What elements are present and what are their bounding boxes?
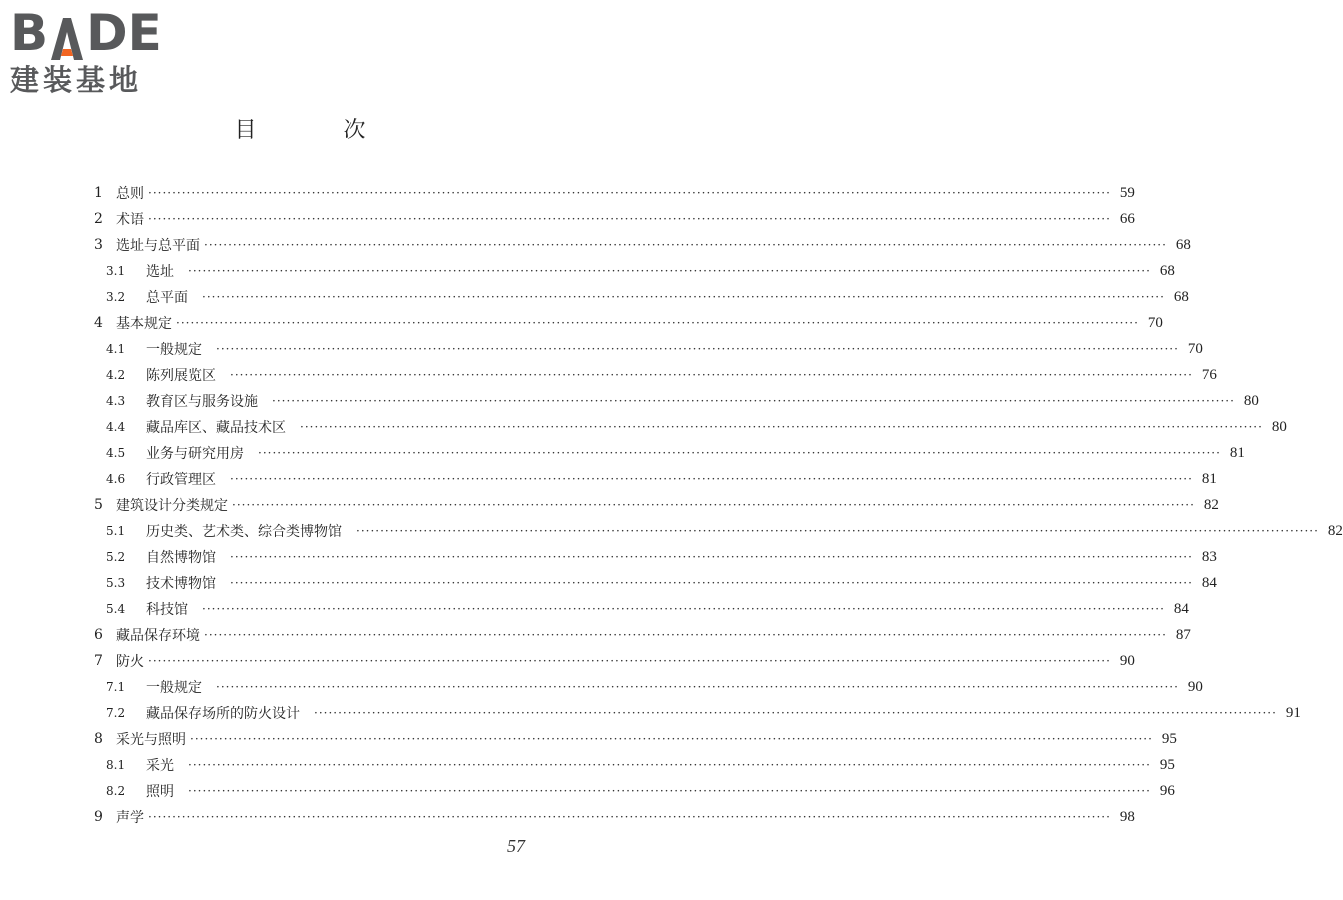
toc-entry-label: 防火 — [116, 654, 144, 670]
toc-dot-leader: ········································································································································································································ — [258, 446, 1221, 460]
toc-entry[interactable] — [88, 622, 1191, 648]
toc-dot-leader: ········································································································································································································ — [148, 810, 1111, 824]
toc-dot-leader: ········································································································································································································ — [204, 628, 1167, 642]
toc-dot-leader: ········································································································································································································ — [230, 472, 1193, 486]
toc-entry-page: 84 — [1201, 574, 1217, 591]
toc-entry-number: 7.2 — [106, 706, 126, 720]
toc-entry-label: 业务与研究用房 — [146, 446, 244, 462]
toc-entry-label: 科技馆 — [146, 602, 188, 618]
toc-entry-number: 8.2 — [106, 784, 126, 798]
toc-entry-page: 87 — [1175, 626, 1191, 643]
toc-entry[interactable] — [88, 336, 1203, 362]
toc-entry-number: 3 — [94, 237, 103, 253]
toc-entry[interactable] — [88, 206, 1135, 232]
toc-entry-label: 基本规定 — [116, 316, 172, 332]
toc-dot-leader: ········································································································································································································ — [272, 394, 1235, 408]
toc-entry[interactable] — [88, 752, 1175, 778]
toc-entry-label: 总平面 — [146, 290, 188, 306]
toc-entry-label: 采光 — [146, 758, 174, 774]
toc-entry-page: 95 — [1161, 730, 1177, 747]
toc-entry-label: 选址与总平面 — [116, 238, 200, 254]
toc-dot-leader: ········································································································································································································ — [188, 784, 1151, 798]
toc-dot-leader: ········································································································································································································ — [232, 498, 1195, 512]
toc-entry[interactable] — [88, 362, 1217, 388]
page-number: 57 — [507, 836, 525, 856]
toc-entry-page: 80 — [1243, 392, 1259, 409]
toc-entry-page: 96 — [1159, 782, 1175, 799]
toc-dot-leader: ········································································································································································································ — [230, 368, 1193, 382]
toc-entry-number: 5.1 — [106, 524, 126, 538]
toc-entry-page: 82 — [1203, 496, 1219, 513]
toc-entry[interactable] — [88, 232, 1191, 258]
toc-entry-page: 70 — [1147, 314, 1163, 331]
toc-entry-label: 行政管理区 — [146, 472, 216, 488]
toc-entry[interactable] — [88, 466, 1217, 492]
toc-dot-leader: ········································································································································································································ — [188, 264, 1151, 278]
toc-entry-number: 4.1 — [106, 342, 126, 356]
toc-dot-leader: ········································································································································································································ — [176, 316, 1139, 330]
toc-entry[interactable] — [88, 492, 1219, 518]
toc-dot-leader: ········································································································································································································ — [188, 758, 1151, 772]
toc-entry-label: 术语 — [116, 212, 144, 228]
toc-entry-label: 声学 — [116, 810, 144, 826]
toc-entry-number: 8.1 — [106, 758, 126, 772]
toc-entry[interactable] — [88, 596, 1189, 622]
toc-entry-page: 82 — [1327, 522, 1343, 539]
toc-dot-leader: ········································································································································································································ — [202, 602, 1165, 616]
logo-subtitle: 建装基地 — [10, 63, 143, 97]
toc-dot-leader: ········································································································································································································ — [216, 680, 1179, 694]
toc-entry[interactable] — [88, 388, 1259, 414]
toc-dot-leader: ········································································································································································································ — [300, 420, 1263, 434]
toc-entry-label: 陈列展览区 — [146, 368, 216, 384]
toc-entry-page: 81 — [1229, 444, 1245, 461]
toc-entry-label: 总则 — [116, 186, 144, 202]
toc-dot-leader: ········································································································································································································ — [314, 706, 1277, 720]
toc-entry-page: 91 — [1285, 704, 1301, 721]
toc-entry-number: 4.5 — [106, 446, 126, 460]
toc-entry-label: 教育区与服务设施 — [146, 394, 258, 410]
toc-entry[interactable] — [88, 648, 1135, 674]
toc-entry-page: 90 — [1187, 678, 1203, 695]
toc-entry-page: 95 — [1159, 756, 1175, 773]
toc-entry-number: 8 — [94, 731, 103, 747]
toc-entry[interactable] — [88, 518, 1343, 544]
toc-entry[interactable] — [88, 414, 1287, 440]
toc-entry[interactable] — [88, 570, 1217, 596]
toc-entry-page: 68 — [1175, 236, 1191, 253]
toc-dot-leader: ········································································································································································································ — [230, 576, 1193, 590]
toc-entry-number: 3.1 — [106, 264, 126, 278]
toc-entry-label: 采光与照明 — [116, 732, 186, 748]
toc-entry-label: 藏品保存环境 — [116, 628, 200, 644]
toc-entry[interactable] — [88, 284, 1189, 310]
toc-entry-number: 3.2 — [106, 290, 126, 304]
toc-entry-page: 84 — [1173, 600, 1189, 617]
toc-entry-number: 7.1 — [106, 680, 126, 694]
toc-dot-leader: ········································································································································································································ — [148, 212, 1111, 226]
toc-entry-label: 藏品保存场所的防火设计 — [146, 706, 300, 722]
toc-entry-label: 照明 — [146, 784, 174, 800]
logo-letter-b: B — [10, 4, 49, 62]
toc-entry[interactable] — [88, 544, 1217, 570]
toc-entry-number: 4.3 — [106, 394, 126, 408]
toc-entry-label: 建筑设计分类规定 — [116, 498, 228, 514]
toc-title: 目 次 — [234, 118, 406, 143]
toc-entry-label: 选址 — [146, 264, 174, 280]
toc-entry[interactable] — [88, 310, 1163, 336]
toc-entry-number: 7 — [94, 653, 103, 669]
toc-entry-label: 历史类、艺术类、综合类博物馆 — [146, 524, 342, 540]
toc-entry-label: 技术博物馆 — [146, 576, 216, 592]
toc-entry-number: 2 — [94, 211, 103, 227]
toc-dot-leader: ········································································································································································································ — [216, 342, 1179, 356]
toc-entry-page: 66 — [1119, 210, 1135, 227]
toc-dot-leader: ········································································································································································································ — [204, 238, 1167, 252]
toc-entry[interactable] — [88, 778, 1175, 804]
toc-dot-leader: ········································································································································································································ — [148, 654, 1111, 668]
toc-entry-number: 4.2 — [106, 368, 126, 382]
logo-letter-a-icon — [49, 16, 85, 60]
toc-dot-leader: ········································································································································································································ — [148, 186, 1111, 200]
toc-entry-label: 藏品库区、藏品技术区 — [146, 420, 286, 436]
table-of-contents — [88, 180, 1343, 830]
toc-dot-leader: ········································································································································································································ — [202, 290, 1165, 304]
toc-entry-number: 5.2 — [106, 550, 126, 564]
toc-entry-page: 83 — [1201, 548, 1217, 565]
toc-entry-page: 81 — [1201, 470, 1217, 487]
toc-entry[interactable] — [88, 258, 1175, 284]
toc-entry-label: 一般规定 — [146, 680, 202, 696]
toc-dot-leader: ········································································································································································································ — [190, 732, 1153, 746]
toc-entry-page: 68 — [1159, 262, 1175, 279]
toc-entry-page: 59 — [1119, 184, 1135, 201]
toc-entry-page: 76 — [1201, 366, 1217, 383]
toc-entry[interactable] — [88, 700, 1301, 726]
toc-entry[interactable] — [88, 180, 1135, 206]
toc-entry-label: 一般规定 — [146, 342, 202, 358]
toc-entry-page: 90 — [1119, 652, 1135, 669]
toc-entry-page: 80 — [1271, 418, 1287, 435]
toc-entry[interactable] — [88, 804, 1135, 830]
toc-entry-label: 自然博物馆 — [146, 550, 216, 566]
toc-entry[interactable] — [88, 726, 1177, 752]
toc-entry-number: 5.4 — [106, 602, 126, 616]
toc-entry-number: 4.6 — [106, 472, 126, 486]
toc-entry-number: 4.4 — [106, 420, 126, 434]
toc-entry-number: 1 — [94, 185, 103, 201]
toc-entry-page: 70 — [1187, 340, 1203, 357]
toc-entry[interactable] — [88, 674, 1203, 700]
toc-entry[interactable] — [88, 440, 1245, 466]
toc-dot-leader: ········································································································································································································ — [230, 550, 1193, 564]
toc-entry-number: 9 — [94, 809, 103, 825]
toc-entry-number: 6 — [94, 627, 103, 643]
bade-logo — [10, 6, 180, 98]
logo-letters-de: DE — [86, 4, 162, 62]
toc-entry-number: 4 — [94, 315, 103, 331]
logo-wordmark — [10, 6, 180, 60]
toc-entry-number: 5 — [94, 497, 103, 513]
toc-entry-page: 98 — [1119, 808, 1135, 825]
toc-dot-leader: ········································································································································································································ — [356, 524, 1319, 538]
toc-entry-number: 5.3 — [106, 576, 126, 590]
toc-entry-page: 68 — [1173, 288, 1189, 305]
